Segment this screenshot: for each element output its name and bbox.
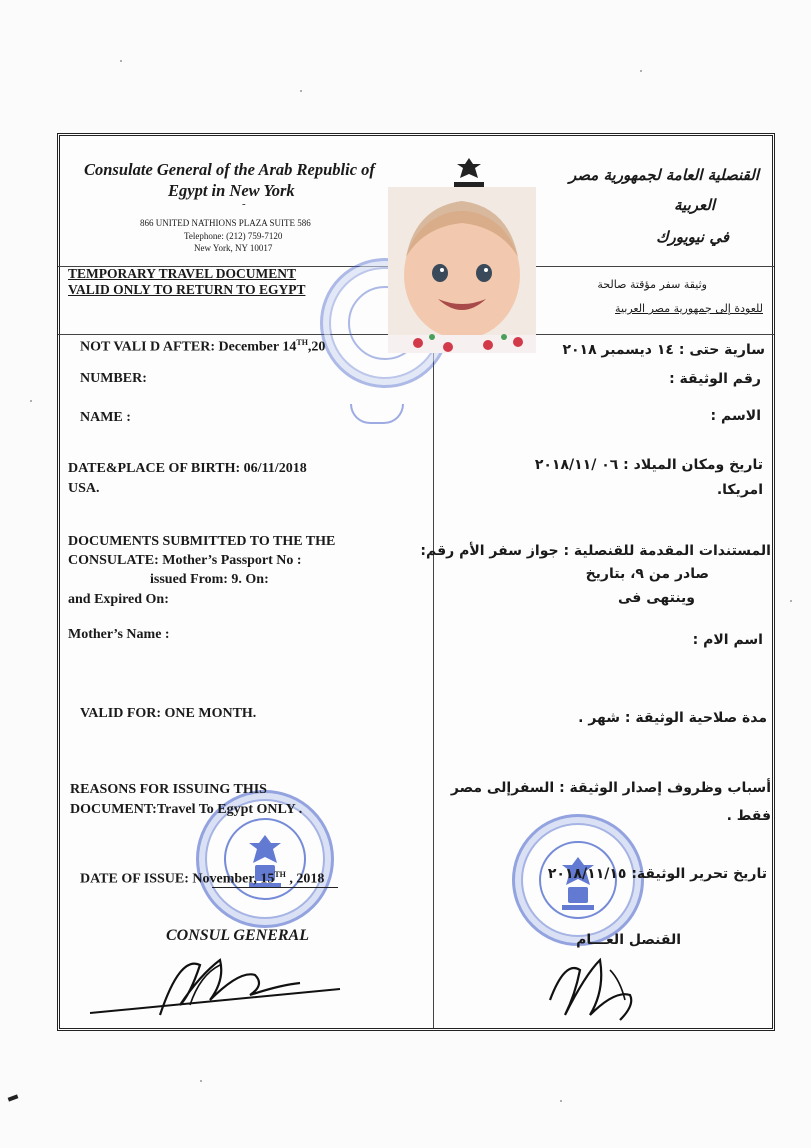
consul-signature-right [540, 950, 650, 1035]
doctype-en-line2: VALID ONLY TO RETURN TO EGYPT [68, 282, 306, 297]
en-title-line2: Egypt in New York [168, 181, 295, 200]
paper-speck [30, 400, 32, 402]
paper-speck [560, 1100, 562, 1102]
docs-line1: DOCUMENTS SUBMITTED TO THE THE [68, 534, 336, 549]
date-of-issue-sup: TH [274, 870, 286, 879]
paper-speck [8, 1094, 19, 1101]
address-line1: 866 UNITED NATHIONS PLAZA SUITE 586 [140, 218, 311, 228]
docs-line4: and Expired On: [68, 592, 169, 607]
ar-valid-until: سارية حتى : ١٤ ديسمبر ٢٠١٨ [562, 342, 765, 358]
ar-docs-line2: صادر من ٩، بتاريخ [585, 566, 709, 582]
reasons-line2: DOCUMENT:Travel To Egypt ONLY . [70, 802, 303, 817]
paper-speck [200, 1080, 202, 1082]
doctype-en-line1: TEMPORARY TRAVEL DOCUMENT [68, 266, 297, 281]
ar-dob-line2: امريكا. [716, 482, 763, 498]
ar-title-line2: العربية [674, 196, 715, 214]
not-valid-after-year: ,20 [307, 339, 326, 355]
date-of-issue [80, 870, 324, 888]
address-line3: New York, NY 10017 [194, 243, 273, 253]
paper-speck [640, 70, 642, 72]
dob-line1: DATE&PLACE OF BIRTH: 06/11/2018 [68, 461, 307, 476]
ar-number-label: رقم الوثيقة : [669, 371, 761, 387]
consul-general-title: CONSUL GENERAL [166, 927, 309, 944]
applicant-photo [388, 187, 536, 353]
ar-name-label: الاسم : [710, 408, 761, 424]
dob-line2: USA. [68, 481, 100, 496]
ar-valid-for: مدة صلاحية الوثيقة : شهر . [578, 710, 767, 726]
ar-reasons-line1: أسباب وظروف إصدار الوثيقة : السفرإلى مصر [450, 780, 771, 796]
ar-consul-general-title: القنصل العـــام [576, 932, 681, 948]
doctype-ar-line2: للعودة إلى جمهورية مصر العربية [615, 302, 763, 315]
valid-for: VALID FOR: ONE MONTH. [80, 706, 257, 721]
consul-signature-left [90, 945, 360, 1030]
ar-dob-line1: تاريخ ومكان الميلاد : ٠٦ /٢٠١٨/١١ [534, 457, 763, 473]
ar-date-of-issue: تاريخ تحرير الوثيقة: ٢٠١٨/١١/١٥ [547, 866, 767, 882]
ar-docs-line1: المستندات المقدمة للقنصلية : جواز سفر الأم رقم: [420, 543, 771, 559]
not-valid-after-text: NOT VALI D AFTER: December 14 [80, 339, 297, 355]
name-label: NAME : [80, 410, 131, 425]
en-title-line1: Consulate General of the Arab Republic of [84, 160, 375, 179]
paper-speck [120, 60, 122, 62]
doctype-ar-line1: وثيقة سفر مؤقتة صالحة [597, 278, 707, 291]
number-label: NUMBER: [80, 371, 147, 386]
date-of-issue-underline [212, 887, 338, 888]
header-dash: - [242, 198, 246, 210]
ar-docs-line3: وينتهى فى [618, 590, 695, 606]
mother-name-label: Mother’s Name : [68, 627, 170, 642]
date-of-issue-text: DATE OF ISSUE: November, 15 [80, 871, 275, 887]
reasons-line1: REASONS FOR ISSUING THIS [70, 782, 267, 797]
ar-reasons-line2: فقط . [726, 808, 771, 824]
ar-title-line1: القنصلية العامة لجمهورية مصر [568, 166, 759, 184]
docs-line2: CONSULATE: Mother’s Passport No : [68, 553, 302, 568]
date-of-issue-year: , 2018 [285, 871, 325, 887]
paper-speck [790, 600, 792, 602]
address-line2: Telephone: (212) 759-7120 [184, 231, 283, 241]
docs-line3: issued From: 9. On: [150, 572, 269, 587]
paper-speck [300, 90, 302, 92]
ar-mother-name-label: اسم الام : [692, 632, 763, 648]
ar-title-line3: في نيويورك [656, 228, 729, 246]
column-divider [433, 335, 434, 1028]
not-valid-after [80, 338, 325, 356]
not-valid-after-sup: TH [296, 338, 308, 347]
